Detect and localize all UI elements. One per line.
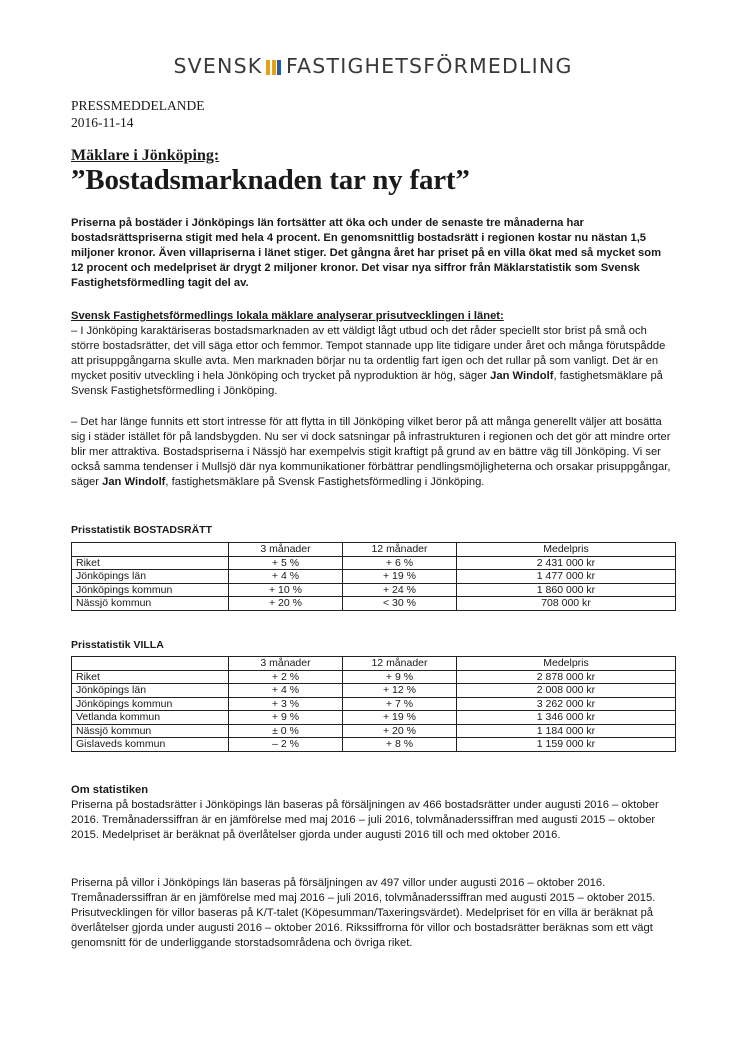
table-bostadsratt xyxy=(71,542,676,611)
table-cell: Riket xyxy=(72,670,229,684)
table-cell: + 24 % xyxy=(343,583,457,597)
table-header-cell: 12 månader xyxy=(343,543,457,557)
table-row xyxy=(72,597,676,611)
table-header-cell: Medelpris xyxy=(457,543,676,557)
table-cell: 1 159 000 kr xyxy=(457,738,676,752)
table-header-cell xyxy=(72,543,229,557)
table-cell: Nässjö kommun xyxy=(72,724,229,738)
statistics-paragraph-2-block xyxy=(71,876,675,951)
company-logo xyxy=(0,54,746,80)
logo-text-right: FASTIGHETSFÖRMEDLING xyxy=(285,54,573,78)
table-cell: Nässjö kommun xyxy=(72,597,229,611)
press-label: PRESSMEDDELANDE xyxy=(71,98,205,113)
table-cell: + 8 % xyxy=(343,738,457,752)
table-cell: + 3 % xyxy=(229,697,343,711)
table-cell: 1 184 000 kr xyxy=(457,724,676,738)
table-cell: + 20 % xyxy=(229,597,343,611)
table-cell: ± 0 % xyxy=(229,724,343,738)
press-date: 2016-11-14 xyxy=(71,115,134,130)
table-cell: 2 431 000 kr xyxy=(457,556,676,570)
press-header xyxy=(71,97,205,131)
table-header-row xyxy=(72,657,676,671)
table-cell: < 30 % xyxy=(343,597,457,611)
table-cell: Vetlanda kommun xyxy=(72,711,229,725)
table-cell: + 6 % xyxy=(343,556,457,570)
table-header-row xyxy=(72,543,676,557)
analysis-section xyxy=(71,309,675,399)
table-cell: 2 878 000 kr xyxy=(457,670,676,684)
analysis-paragraph-1: – I Jönköping karaktäriseras bostadsmarknaden av ett väldigt lågt utbud och det råder speciellt stor brist på små och större bostadsrätter, det vill säga ettor och femmor. Tempot stannade upp lite tidigare under året och många förutspådde att prisuppgångarna skulle avta. Men marknaden börjar nu ta ordentlig fart igen och det rullar på som vanligt. Det är en mycket positiv utveckling i hela Jönköping och trycket på nyproduktion är hög, säger Jan Windolf, fastighetsmäklare på Svensk Fastighetsförmedling i Jönköping. xyxy=(71,325,666,397)
table-cell: + 5 % xyxy=(229,556,343,570)
table-cell: Jönköpings kommun xyxy=(72,697,229,711)
headline: ”Bostadsmarknaden tar ny fart” xyxy=(71,164,470,196)
table-cell: + 12 % xyxy=(343,684,457,698)
quote-person-name: Jan Windolf xyxy=(102,476,166,488)
table-row xyxy=(72,711,676,725)
table-row xyxy=(72,724,676,738)
table-cell: Jönköpings län xyxy=(72,570,229,584)
lead-paragraph xyxy=(71,216,675,291)
kicker: Mäklare i Jönköping: xyxy=(71,147,220,164)
table-row xyxy=(72,697,676,711)
table-villa-title: Prisstatistik VILLA xyxy=(71,639,164,651)
table-cell: + 9 % xyxy=(343,670,457,684)
table-header-cell: 3 månader xyxy=(229,543,343,557)
table-bostadsratt-title: Prisstatistik BOSTADSRÄTT xyxy=(71,524,212,536)
table-cell: 1 860 000 kr xyxy=(457,583,676,597)
quote-person-name: Jan Windolf xyxy=(490,370,554,382)
logo-text-left: SVENSK xyxy=(173,54,263,78)
lead-text: Priserna på bostäder i Jönköpings län fortsätter att öka och under de senaste tre månaderna har bostadsrättspriserna stigit med hela 4 procent. En genomsnittlig bostadsrätt i regionen kostar nu nästan 1,5 miljoner kronor. Även villapriserna i länet stiger. Det gångna året har priset på en villa ökat med så mycket som 12 procent och medelpriset är drygt 2 miljoner kronor. Det visar nya siffror från Mäklarstatistik som Svensk Fastighetsförmedling tagit del av. xyxy=(71,217,662,289)
table-cell: + 9 % xyxy=(229,711,343,725)
statistics-paragraph-1: Priserna på bostadsrätter i Jönköpings län baseras på försäljningen av 466 bostadsrätter under augusti 2016 – oktober 2016. Tremånaderssiffran är en jämförelse med maj 2016 – juli 2016, tolvmånaderssiffran med augusti 2015 – oktober 2015. Medelpriset är beräknat på överlåtelser gjorda under augusti 2016 till och med oktober 2016. xyxy=(71,799,659,841)
table-header-cell: 3 månader xyxy=(229,657,343,671)
table-row xyxy=(72,556,676,570)
table-cell: 2 008 000 kr xyxy=(457,684,676,698)
table-row xyxy=(72,684,676,698)
table-row xyxy=(72,670,676,684)
table-header-cell: 12 månader xyxy=(343,657,457,671)
analysis-heading: Svensk Fastighetsförmedlings lokala mäklare analyserar prisutvecklingen i länet: xyxy=(71,310,504,322)
table-cell: Jönköpings län xyxy=(72,684,229,698)
table-cell: + 7 % xyxy=(343,697,457,711)
table-header-cell: Medelpris xyxy=(457,657,676,671)
statistics-paragraph-2: Priserna på villor i Jönköpings län baseras på försäljningen av 497 villor under augusti 2016 – oktober 2016. Tremånaderssiffran är en jämförelse med maj 2016 – juli 2016, tolvmånaderssiffran med augusti 2015 – oktober 2015. Prisutvecklingen för villor baseras på K/T-talet (Köpesumman/Taxeringsvärdet). Medelpriset för en villa är beräknat på överlåtelser gjorda under augusti 2016 – oktober 2016. Rikssiffrorna för villor och bostadsrätter beräknas som ett vägt genomsnitt för de underliggande storstadsområdena och övriga riket. xyxy=(71,877,656,949)
table-villa xyxy=(71,656,676,752)
table-row xyxy=(72,570,676,584)
analysis-paragraph-2: – Det har länge funnits ett stort intresse för att flytta in till Jönköping vilket beror på att många generellt väljer att bosätta sig i städer istället för på landsbygden. Nu ser vi dock satsningar på infrastrukturen i regionen och det gör att mindre orter blir mer attraktiva. Bostadspriserna i Nässjö har exempelvis stigit kraftigt på grund av en bättre väg till Jönköping. Vi ser också samma tendenser i Mullsjö där nya kommunikationer förbättrar pendlingsmöjligheterna och orsakar prisuppgångar, säger Jan Windolf, fastighetsmäklare på Svensk Fastighetsförmedling i Jönköping. xyxy=(71,416,671,488)
table-header-cell xyxy=(72,657,229,671)
table-cell: 1 477 000 kr xyxy=(457,570,676,584)
table-row xyxy=(72,583,676,597)
table-row xyxy=(72,738,676,752)
table-cell: + 4 % xyxy=(229,684,343,698)
table-cell: + 20 % xyxy=(343,724,457,738)
table-cell: 1 346 000 kr xyxy=(457,711,676,725)
statistics-heading: Om statistiken xyxy=(71,784,149,796)
table-cell: Riket xyxy=(72,556,229,570)
table-cell: Jönköpings kommun xyxy=(72,583,229,597)
table-cell: + 10 % xyxy=(229,583,343,597)
table-cell: 708 000 kr xyxy=(457,597,676,611)
statistics-section xyxy=(71,783,675,843)
table-cell: 3 262 000 kr xyxy=(457,697,676,711)
table-cell: + 4 % xyxy=(229,570,343,584)
table-cell: + 2 % xyxy=(229,670,343,684)
table-cell: – 2 % xyxy=(229,738,343,752)
table-cell: + 19 % xyxy=(343,570,457,584)
table-cell: + 19 % xyxy=(343,711,457,725)
logo-mark-icon xyxy=(266,56,283,80)
table-cell: Gislaveds kommun xyxy=(72,738,229,752)
